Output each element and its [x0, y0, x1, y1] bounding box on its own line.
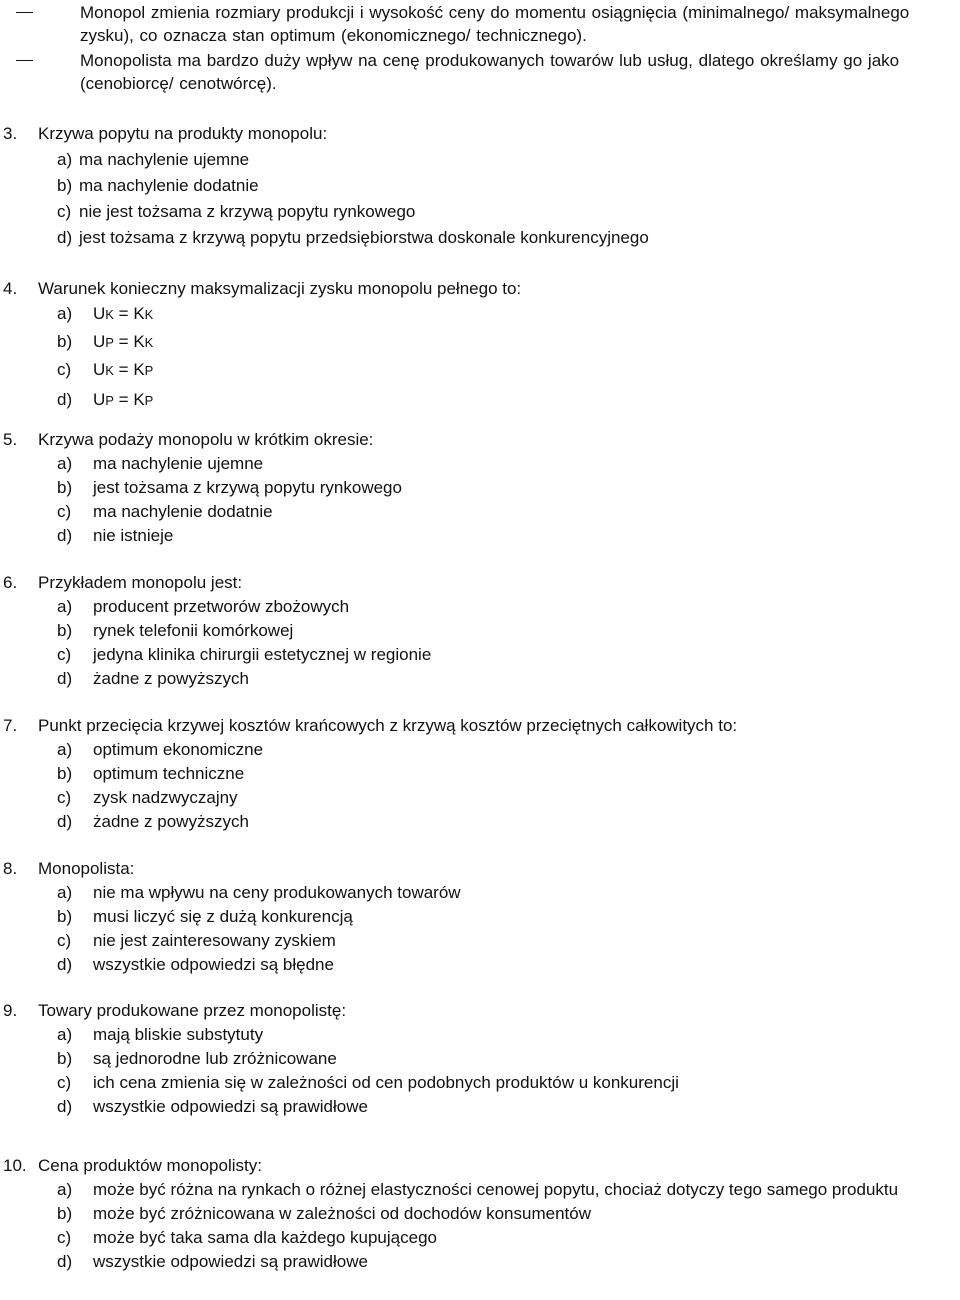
question-text: Krzywa podaży monopolu w krótkim okresie:: [38, 430, 374, 449]
option-letter: a): [57, 454, 73, 473]
question-6: [0, 571, 960, 691]
option-text: rynek telefonii komórkowej: [93, 621, 294, 640]
option-letter: c): [57, 502, 72, 521]
formula-subscript: K: [105, 307, 114, 322]
option-letter: a): [57, 597, 73, 616]
option-text: zysk nadzwyczajny: [93, 788, 238, 807]
option-letter: d): [57, 955, 73, 974]
answer-option: [0, 905, 960, 929]
option-text: optimum techniczne: [93, 764, 245, 783]
option-letter: d): [57, 669, 73, 688]
formula-symbol: U: [93, 360, 106, 379]
formula-subscript: K: [105, 363, 114, 378]
intro-bullet-text: Monopolista ma bardzo duży wpływ na cenę produkowanych towarów lub usług, dlatego określamy go jako (cenobiorcę/ cenotwórcę).: [80, 51, 900, 93]
option-letter: a): [57, 740, 73, 759]
option-text: ich cena zmienia się w zależności od cen podobnych produktów u konkurencji: [93, 1073, 679, 1092]
formula-text: [93, 328, 943, 356]
question-number: 10.: [3, 1156, 27, 1175]
option-text: ma nachylenie dodatnie: [79, 176, 259, 195]
answer-option: [0, 200, 960, 224]
answer-option: [0, 1023, 960, 1047]
answer-option: [0, 1047, 960, 1071]
option-text: ma nachylenie dodatnie: [93, 502, 273, 521]
formula-subscript: P: [105, 335, 114, 350]
option-text: żadne z powyższych: [93, 669, 249, 688]
option-letter: a): [57, 304, 73, 323]
option-text: nie istnieje: [93, 526, 174, 545]
question-10: [0, 1154, 960, 1274]
formula-subscript: K: [144, 307, 154, 322]
option-text: mają bliskie substytuty: [93, 1025, 264, 1044]
answer-option: [0, 810, 960, 834]
question-number: 9.: [3, 1001, 18, 1020]
option-text: wszystkie odpowiedzi są prawidłowe: [93, 1097, 368, 1116]
option-letter: c): [57, 1073, 72, 1092]
option-text: ma nachylenie ujemne: [93, 454, 264, 473]
option-text: nie jest zainteresowany zyskiem: [93, 931, 336, 950]
question-text: Punkt przecięcia krzywej kosztów krańcowych z krzywą kosztów przeciętnych całkowitych to:: [38, 716, 738, 735]
formula-text: [93, 300, 943, 328]
question-number: 3.: [3, 124, 18, 143]
answer-option: [0, 667, 960, 691]
answer-option: [0, 476, 960, 500]
option-letter: a): [57, 883, 73, 902]
formula-subscript: P: [105, 393, 114, 408]
option-text: żadne z powyższych: [93, 812, 249, 831]
option-letter: c): [57, 788, 72, 807]
option-text: może być zróżnicowana w zależności od dochodów konsumentów: [93, 1204, 591, 1223]
answer-option: [0, 524, 960, 548]
question-header: [0, 277, 960, 301]
formula-symbol: K: [133, 390, 145, 409]
formula-symbol: K: [133, 304, 145, 323]
option-text: są jednorodne lub zróżnicowane: [93, 1049, 337, 1068]
option-text: musi liczyć się z dużą konkurencją: [93, 907, 353, 926]
option-letter: c): [57, 202, 72, 221]
answer-option: [0, 328, 960, 356]
question-text: Przykładem monopolu jest:: [38, 573, 243, 592]
question-4: [0, 277, 960, 414]
question-header: [0, 999, 960, 1023]
question-number: 8.: [3, 859, 18, 878]
dash-bullet-icon: [16, 12, 33, 13]
formula-equals: =: [113, 304, 134, 323]
question-text: Towary produkowane przez monopolistę:: [38, 1001, 347, 1020]
option-letter: b): [57, 1049, 73, 1068]
answer-option: [0, 1226, 960, 1250]
intro-bullet: [80, 49, 956, 95]
answer-option: [0, 929, 960, 953]
formula-equals: =: [113, 332, 134, 351]
option-text: nie jest tożsama z krzywą popytu rynkowego: [79, 202, 416, 221]
answer-option: [0, 619, 960, 643]
formula-symbol: U: [93, 304, 106, 323]
intro-bullet-text: Monopol zmienia rozmiary produkcji i wysokość ceny do momentu osiągnięcia (minimalnego/ maksymalnego zysku), co oznacza stan optimum (ekonomicznego/ technicznego).: [80, 3, 910, 45]
question-7: [0, 714, 960, 834]
formula-subscript: P: [144, 393, 154, 408]
answer-option: [0, 881, 960, 905]
answer-option: [0, 1202, 960, 1226]
option-text: producent przetworów zbożowych: [93, 597, 350, 616]
option-text: jedyna klinika chirurgii estetycznej w regionie: [93, 645, 432, 664]
option-text: jest tożsama z krzywą popytu rynkowego: [93, 478, 402, 497]
option-letter: c): [57, 360, 72, 379]
option-text: ma nachylenie ujemne: [79, 150, 250, 169]
formula-equals: =: [113, 360, 134, 379]
question-text: Krzywa popytu na produkty monopolu:: [38, 124, 328, 143]
option-letter: b): [57, 176, 73, 195]
answer-option: [0, 148, 960, 172]
question-5: [0, 428, 960, 548]
option-letter: b): [57, 764, 73, 783]
option-letter: c): [57, 931, 72, 950]
option-letter: b): [57, 332, 73, 351]
answer-option: [0, 1250, 960, 1274]
answer-option: [0, 174, 960, 198]
formula-subscript: P: [144, 363, 154, 378]
option-letter: d): [57, 1097, 73, 1116]
answer-option: [0, 762, 960, 786]
formula-symbol: U: [93, 332, 106, 351]
question-header: [0, 571, 960, 595]
option-letter: c): [57, 1228, 72, 1247]
answer-option: [0, 300, 960, 328]
option-letter: c): [57, 645, 72, 664]
option-letter: b): [57, 621, 73, 640]
option-letter: d): [57, 812, 73, 831]
option-letter: d): [57, 526, 73, 545]
answer-option: [0, 595, 960, 619]
option-text: wszystkie odpowiedzi są błędne: [93, 955, 334, 974]
question-header: [0, 122, 960, 146]
formula-text: [93, 356, 943, 384]
option-text: optimum ekonomiczne: [93, 740, 264, 759]
intro-bullet: [80, 1, 956, 47]
answer-option: [0, 500, 960, 524]
option-letter: b): [57, 1204, 73, 1223]
formula-text: [93, 386, 943, 414]
question-9: [0, 999, 960, 1119]
option-letter: d): [57, 1252, 73, 1271]
question-text: Cena produktów monopolisty:: [38, 1156, 262, 1175]
answer-option: [0, 1071, 960, 1095]
answer-option: [0, 786, 960, 810]
answer-option: [0, 953, 960, 977]
option-letter: d): [57, 390, 73, 409]
question-text: Monopolista:: [38, 859, 135, 878]
formula-symbol: U: [93, 390, 106, 409]
question-header: [0, 1154, 960, 1178]
question-header: [0, 857, 960, 881]
option-text: wszystkie odpowiedzi są prawidłowe: [93, 1252, 368, 1271]
answer-option: [0, 1095, 960, 1119]
dash-bullet-icon: [16, 60, 33, 61]
option-letter: d): [57, 228, 73, 247]
option-text: może być taka sama dla każdego kupującego: [93, 1228, 437, 1247]
question-header: [0, 714, 960, 738]
intro-bullet-list: [0, 0, 960, 95]
answer-option: [0, 226, 960, 250]
question-number: 6.: [3, 573, 18, 592]
formula-subscript: K: [144, 335, 154, 350]
answer-option: [0, 1178, 960, 1202]
answer-option: [0, 386, 960, 414]
question-3: [0, 122, 960, 250]
option-letter: a): [57, 150, 73, 169]
formula-equals: =: [113, 390, 134, 409]
question-header: [0, 428, 960, 452]
option-text: może być różna na rynkach o różnej elastyczności cenowej popytu, chociaż dotyczy tego samego produktu: [93, 1180, 899, 1199]
option-letter: b): [57, 478, 73, 497]
answer-option: [0, 452, 960, 476]
answer-option: [0, 643, 960, 667]
question-number: 5.: [3, 430, 18, 449]
option-letter: a): [57, 1180, 73, 1199]
formula-symbol: K: [133, 332, 145, 351]
question-text: Warunek konieczny maksymalizacji zysku monopolu pełnego to:: [38, 279, 522, 298]
answer-option: [0, 356, 960, 384]
question-number: 4.: [3, 279, 18, 298]
answer-option: [0, 738, 960, 762]
option-letter: a): [57, 1025, 73, 1044]
formula-symbol: K: [133, 360, 145, 379]
option-letter: b): [57, 907, 73, 926]
question-8: [0, 857, 960, 977]
question-number: 7.: [3, 716, 18, 735]
option-text: jest tożsama z krzywą popytu przedsiębiorstwa doskonale konkurencyjnego: [79, 228, 649, 247]
option-text: nie ma wpływu na ceny produkowanych towarów: [93, 883, 461, 902]
